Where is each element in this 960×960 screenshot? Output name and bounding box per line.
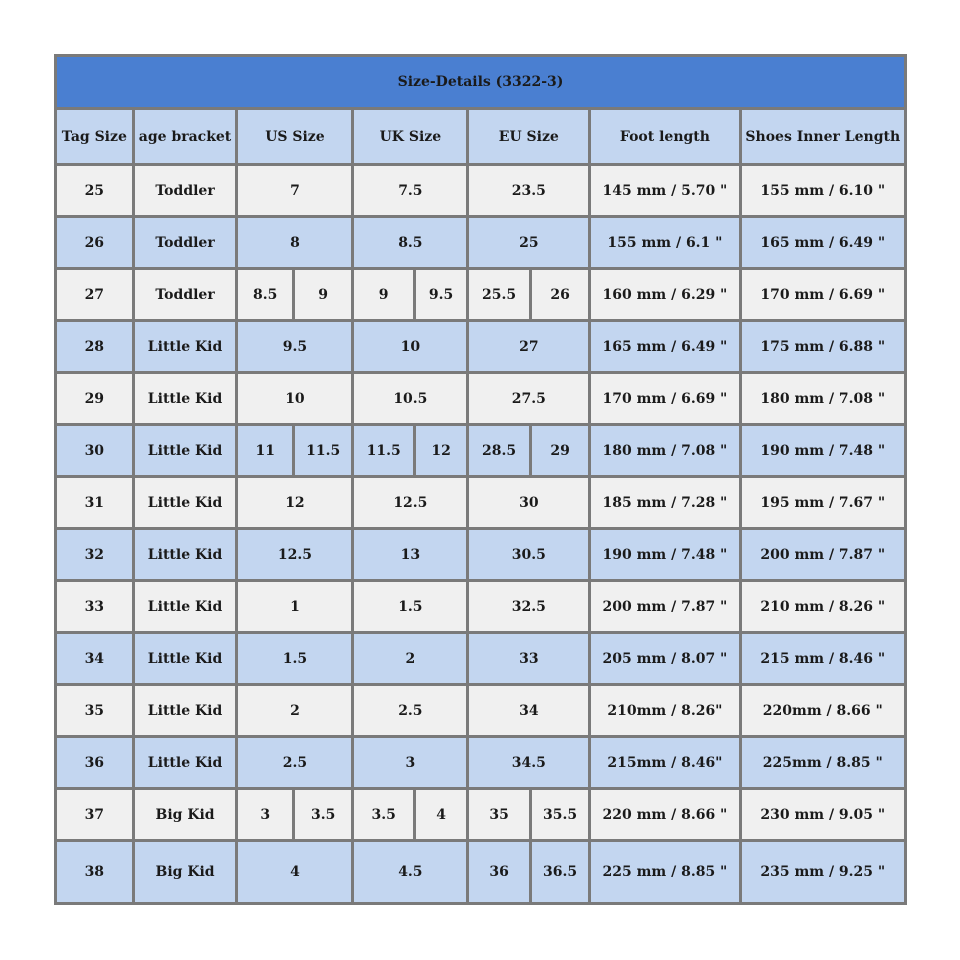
uk-size-cell: 11.5: [354, 426, 412, 475]
us-size-cell: 9: [295, 270, 351, 319]
inner-length-cell: 230 mm / 9.05 ": [742, 790, 904, 839]
us-size-cell: 2: [238, 686, 351, 735]
header-foot-length: Foot length: [591, 110, 738, 163]
us-size-cell: 3: [238, 790, 291, 839]
inner-length-cell: 200 mm / 7.87 ": [742, 530, 904, 579]
foot-length-cell: 155 mm / 6.1 ": [591, 218, 738, 267]
foot-length-cell: 185 mm / 7.28 ": [591, 478, 738, 527]
age-bracket-cell: Little Kid: [135, 426, 236, 475]
us-size-cell: 7: [238, 166, 351, 215]
inner-length-cell: 235 mm / 9.25 ": [742, 842, 904, 902]
age-bracket-cell: Big Kid: [135, 790, 236, 839]
table-row: [57, 790, 904, 839]
age-bracket-cell: Little Kid: [135, 322, 236, 371]
table-row: [57, 270, 904, 319]
tag-size-cell: 33: [57, 582, 132, 631]
inner-length-cell: 190 mm / 7.48 ": [742, 426, 904, 475]
age-bracket-cell: Little Kid: [135, 530, 236, 579]
inner-length-cell: 215 mm / 8.46 ": [742, 634, 904, 683]
uk-size-cell: 4: [416, 790, 466, 839]
tag-size-cell: 29: [57, 374, 132, 423]
eu-size-cell: 25.5: [469, 270, 529, 319]
us-size-cell: 10: [238, 374, 351, 423]
uk-size-cell: 2: [354, 634, 466, 683]
uk-size-cell: 8.5: [354, 218, 466, 267]
inner-length-cell: 195 mm / 7.67 ": [742, 478, 904, 527]
eu-size-cell: 34: [469, 686, 588, 735]
foot-length-cell: 210mm / 8.26": [591, 686, 738, 735]
us-size-cell: 9.5: [238, 322, 351, 371]
foot-length-cell: 165 mm / 6.49 ": [591, 322, 738, 371]
foot-length-cell: 215mm / 8.46": [591, 738, 738, 787]
tag-size-cell: 32: [57, 530, 132, 579]
tag-size-cell: 28: [57, 322, 132, 371]
eu-size-cell: 35.5: [532, 790, 588, 839]
uk-size-cell: 12.5: [354, 478, 466, 527]
inner-length-cell: 210 mm / 8.26 ": [742, 582, 904, 631]
age-bracket-cell: Toddler: [135, 270, 236, 319]
header-us-size: US Size: [238, 110, 351, 163]
uk-size-cell: 7.5: [354, 166, 466, 215]
us-size-cell: 1: [238, 582, 351, 631]
eu-size-cell: 36: [469, 842, 529, 902]
uk-size-cell: 12: [416, 426, 466, 475]
age-bracket-cell: Little Kid: [135, 478, 236, 527]
eu-size-cell: 27: [469, 322, 588, 371]
table-row: [57, 738, 904, 787]
table-row: [57, 582, 904, 631]
us-size-cell: 8.5: [238, 270, 291, 319]
eu-size-cell: 36.5: [532, 842, 588, 902]
us-size-cell: 2.5: [238, 738, 351, 787]
age-bracket-cell: Little Kid: [135, 374, 236, 423]
tag-size-cell: 34: [57, 634, 132, 683]
inner-length-cell: 155 mm / 6.10 ": [742, 166, 904, 215]
table-row: [57, 842, 904, 902]
uk-size-cell: 3: [354, 738, 466, 787]
tag-size-cell: 26: [57, 218, 132, 267]
size-chart: [54, 54, 907, 905]
foot-length-cell: 145 mm / 5.70 ": [591, 166, 738, 215]
table-row: [57, 218, 904, 267]
inner-length-cell: 175 mm / 6.88 ": [742, 322, 904, 371]
uk-size-cell: 3.5: [354, 790, 412, 839]
us-size-cell: 12.5: [238, 530, 351, 579]
eu-size-cell: 30.5: [469, 530, 588, 579]
inner-length-cell: 225mm / 8.85 ": [742, 738, 904, 787]
age-bracket-cell: Toddler: [135, 166, 236, 215]
tag-size-cell: 38: [57, 842, 132, 902]
uk-size-cell: 2.5: [354, 686, 466, 735]
uk-size-cell: 1.5: [354, 582, 466, 631]
foot-length-cell: 225 mm / 8.85 ": [591, 842, 738, 902]
tag-size-cell: 25: [57, 166, 132, 215]
table-row: [57, 166, 904, 215]
age-bracket-cell: Big Kid: [135, 842, 236, 902]
header-inner-length: Shoes Inner Length: [742, 110, 904, 163]
table-row: [57, 322, 904, 371]
foot-length-cell: 205 mm / 8.07 ": [591, 634, 738, 683]
header-row: [57, 110, 904, 163]
inner-length-cell: 180 mm / 7.08 ": [742, 374, 904, 423]
inner-length-cell: 170 mm / 6.69 ": [742, 270, 904, 319]
inner-length-cell: 165 mm / 6.49 ": [742, 218, 904, 267]
table-row: [57, 478, 904, 527]
tag-size-cell: 36: [57, 738, 132, 787]
header-age-bracket: age bracket: [135, 110, 236, 163]
eu-size-cell: 34.5: [469, 738, 588, 787]
us-size-cell: 8: [238, 218, 351, 267]
header-uk-size: UK Size: [354, 110, 466, 163]
eu-size-cell: 25: [469, 218, 588, 267]
eu-size-cell: 30: [469, 478, 588, 527]
header-tag-size: Tag Size: [57, 110, 132, 163]
table-body: [57, 166, 904, 902]
eu-size-cell: 27.5: [469, 374, 588, 423]
us-size-cell: 12: [238, 478, 351, 527]
table-row: [57, 686, 904, 735]
table-row: [57, 634, 904, 683]
us-size-cell: 11.5: [295, 426, 351, 475]
tag-size-cell: 30: [57, 426, 132, 475]
age-bracket-cell: Little Kid: [135, 686, 236, 735]
foot-length-cell: 220 mm / 8.66 ": [591, 790, 738, 839]
eu-size-cell: 32.5: [469, 582, 588, 631]
inner-length-cell: 220mm / 8.66 ": [742, 686, 904, 735]
foot-length-cell: 160 mm / 6.29 ": [591, 270, 738, 319]
age-bracket-cell: Little Kid: [135, 738, 236, 787]
eu-size-cell: 26: [532, 270, 588, 319]
us-size-cell: 11: [238, 426, 291, 475]
us-size-cell: 3.5: [295, 790, 351, 839]
foot-length-cell: 170 mm / 6.69 ": [591, 374, 738, 423]
age-bracket-cell: Little Kid: [135, 582, 236, 631]
age-bracket-cell: Toddler: [135, 218, 236, 267]
table-row: [57, 530, 904, 579]
size-table: [54, 107, 907, 905]
foot-length-cell: 200 mm / 7.87 ": [591, 582, 738, 631]
tag-size-cell: 31: [57, 478, 132, 527]
us-size-cell: 4: [238, 842, 351, 902]
uk-size-cell: 9: [354, 270, 412, 319]
tag-size-cell: 27: [57, 270, 132, 319]
uk-size-cell: 10: [354, 322, 466, 371]
foot-length-cell: 180 mm / 7.08 ": [591, 426, 738, 475]
age-bracket-cell: Little Kid: [135, 634, 236, 683]
tag-size-cell: 35: [57, 686, 132, 735]
uk-size-cell: 10.5: [354, 374, 466, 423]
chart-title: Size-Details (3322-3): [57, 57, 904, 107]
uk-size-cell: 9.5: [416, 270, 466, 319]
foot-length-cell: 190 mm / 7.48 ": [591, 530, 738, 579]
uk-size-cell: 4.5: [354, 842, 466, 902]
table-row: [57, 374, 904, 423]
eu-size-cell: 35: [469, 790, 529, 839]
uk-size-cell: 13: [354, 530, 466, 579]
eu-size-cell: 28.5: [469, 426, 529, 475]
header-eu-size: EU Size: [469, 110, 588, 163]
table-row: [57, 426, 904, 475]
us-size-cell: 1.5: [238, 634, 351, 683]
eu-size-cell: 23.5: [469, 166, 588, 215]
eu-size-cell: 33: [469, 634, 588, 683]
tag-size-cell: 37: [57, 790, 132, 839]
eu-size-cell: 29: [532, 426, 588, 475]
